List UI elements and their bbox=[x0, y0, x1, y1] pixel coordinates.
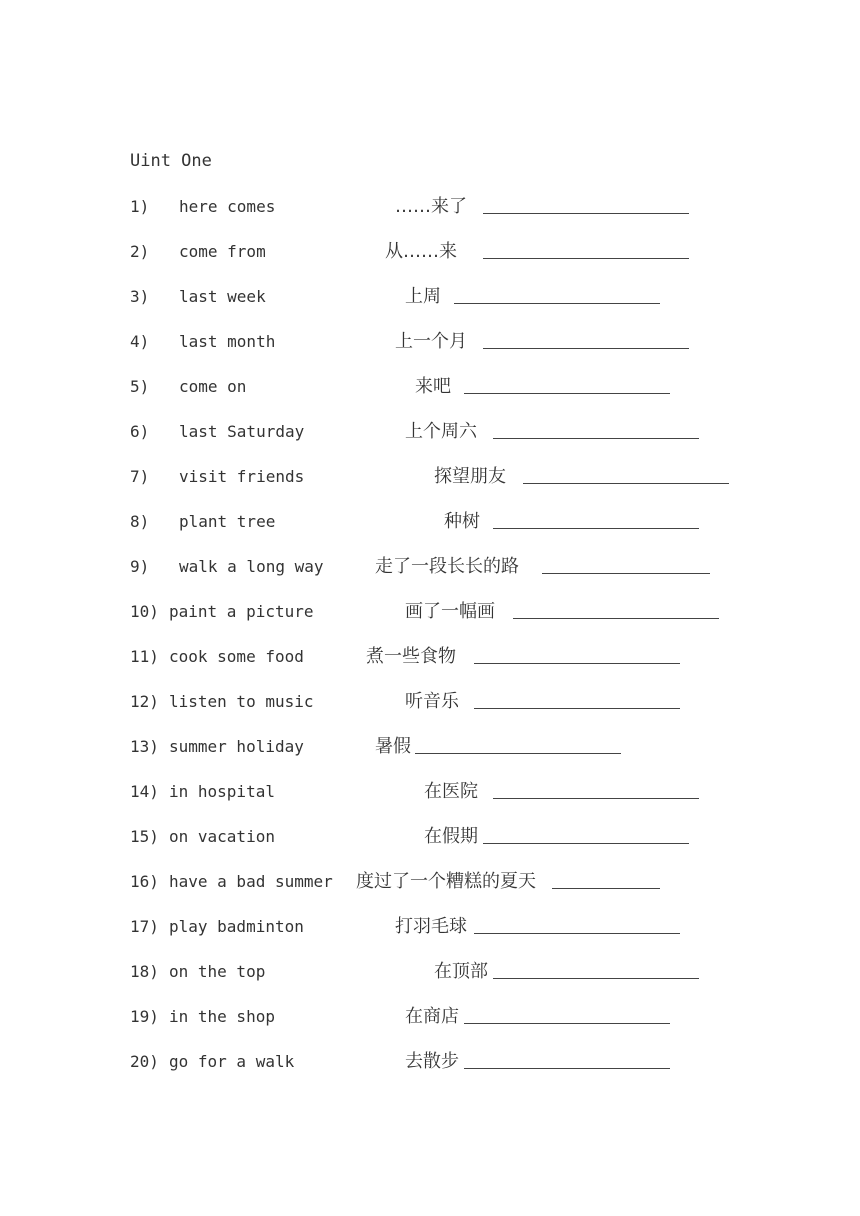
chinese-translation: 走了一段长长的路 bbox=[375, 556, 519, 577]
chinese-translation: 听音乐 bbox=[405, 691, 459, 712]
list-item bbox=[0, 464, 860, 490]
item-number: 2) bbox=[130, 242, 150, 261]
english-phrase: last Saturday bbox=[179, 422, 305, 441]
english-phrase: in hospital bbox=[169, 782, 275, 801]
list-item bbox=[0, 239, 860, 265]
chinese-translation: 在商店 bbox=[405, 1006, 459, 1027]
item-number: 13) bbox=[130, 737, 159, 756]
english-phrase: play badminton bbox=[169, 917, 304, 936]
chinese-translation: 打羽毛球 bbox=[395, 916, 467, 937]
answer-blank[interactable] bbox=[523, 483, 729, 484]
item-number: 16) bbox=[130, 872, 159, 891]
answer-blank[interactable] bbox=[483, 843, 689, 844]
answer-blank[interactable] bbox=[474, 933, 680, 934]
chinese-translation: 探望朋友 bbox=[434, 466, 506, 487]
item-number: 4) bbox=[130, 332, 150, 351]
item-number: 18) bbox=[130, 962, 159, 981]
english-phrase: go for a walk bbox=[169, 1052, 295, 1071]
chinese-translation: 度过了一个糟糕的夏天 bbox=[356, 871, 536, 892]
chinese-translation: 上周 bbox=[405, 286, 441, 307]
english-phrase: last week bbox=[179, 287, 266, 306]
answer-blank[interactable] bbox=[464, 1068, 670, 1069]
page-title: Uint One bbox=[130, 151, 212, 171]
list-item bbox=[0, 554, 860, 580]
english-phrase: last month bbox=[179, 332, 276, 351]
list-item bbox=[0, 689, 860, 715]
answer-blank[interactable] bbox=[474, 663, 680, 664]
answer-blank[interactable] bbox=[483, 348, 689, 349]
english-phrase: summer holiday bbox=[169, 737, 304, 756]
list-item bbox=[0, 914, 860, 940]
answer-blank[interactable] bbox=[552, 888, 660, 889]
item-number: 6) bbox=[130, 422, 150, 441]
list-item bbox=[0, 959, 860, 985]
item-number: 9) bbox=[130, 557, 150, 576]
item-number: 14) bbox=[130, 782, 159, 801]
answer-blank[interactable] bbox=[493, 438, 699, 439]
list-item bbox=[0, 644, 860, 670]
item-number: 7) bbox=[130, 467, 150, 486]
answer-blank[interactable] bbox=[464, 1023, 670, 1024]
list-item bbox=[0, 599, 860, 625]
item-number: 1) bbox=[130, 197, 150, 216]
item-number: 11) bbox=[130, 647, 159, 666]
item-number: 20) bbox=[130, 1052, 159, 1071]
chinese-translation: 从……来 bbox=[385, 241, 457, 262]
chinese-translation: 煮一些食物 bbox=[366, 646, 456, 667]
answer-blank[interactable] bbox=[464, 393, 670, 394]
list-item bbox=[0, 779, 860, 805]
english-phrase: in the shop bbox=[169, 1007, 275, 1026]
item-number: 12) bbox=[130, 692, 159, 711]
item-number: 10) bbox=[130, 602, 159, 621]
item-number: 15) bbox=[130, 827, 159, 846]
english-phrase: listen to music bbox=[169, 692, 314, 711]
answer-blank[interactable] bbox=[513, 618, 719, 619]
list-item bbox=[0, 284, 860, 310]
answer-blank[interactable] bbox=[493, 528, 699, 529]
english-phrase: on the top bbox=[169, 962, 266, 981]
answer-blank[interactable] bbox=[483, 213, 689, 214]
answer-blank[interactable] bbox=[542, 573, 710, 574]
list-item bbox=[0, 869, 860, 895]
item-number: 5) bbox=[130, 377, 150, 396]
english-phrase: walk a long way bbox=[179, 557, 324, 576]
item-number: 3) bbox=[130, 287, 150, 306]
answer-blank[interactable] bbox=[493, 978, 699, 979]
chinese-translation: 画了一幅画 bbox=[405, 601, 495, 622]
chinese-translation: ……来了 bbox=[395, 196, 467, 217]
chinese-translation: 在假期 bbox=[424, 826, 478, 847]
english-phrase: come from bbox=[179, 242, 266, 261]
list-item bbox=[0, 329, 860, 355]
item-number: 17) bbox=[130, 917, 159, 936]
chinese-translation: 在顶部 bbox=[434, 961, 488, 982]
list-item bbox=[0, 374, 860, 400]
english-phrase: plant tree bbox=[179, 512, 276, 531]
list-item bbox=[0, 734, 860, 760]
answer-blank[interactable] bbox=[474, 708, 680, 709]
list-item bbox=[0, 824, 860, 850]
english-phrase: on vacation bbox=[169, 827, 275, 846]
chinese-translation: 在医院 bbox=[424, 781, 478, 802]
chinese-translation: 种树 bbox=[444, 511, 480, 532]
list-item bbox=[0, 509, 860, 535]
chinese-translation: 来吧 bbox=[415, 376, 451, 397]
item-number: 19) bbox=[130, 1007, 159, 1026]
chinese-translation: 去散步 bbox=[405, 1051, 459, 1072]
chinese-translation: 暑假 bbox=[375, 736, 411, 757]
english-phrase: paint a picture bbox=[169, 602, 314, 621]
list-item bbox=[0, 194, 860, 220]
answer-blank[interactable] bbox=[483, 258, 689, 259]
chinese-translation: 上一个月 bbox=[395, 331, 467, 352]
chinese-translation: 上个周六 bbox=[405, 421, 477, 442]
english-phrase: visit friends bbox=[179, 467, 305, 486]
list-item bbox=[0, 419, 860, 445]
english-phrase: come on bbox=[179, 377, 247, 396]
item-number: 8) bbox=[130, 512, 150, 531]
answer-blank[interactable] bbox=[493, 798, 699, 799]
english-phrase: here comes bbox=[179, 197, 276, 216]
answer-blank[interactable] bbox=[454, 303, 660, 304]
list-item bbox=[0, 1049, 860, 1075]
list-item bbox=[0, 1004, 860, 1030]
answer-blank[interactable] bbox=[415, 753, 621, 754]
english-phrase: cook some food bbox=[169, 647, 304, 666]
english-phrase: have a bad summer bbox=[169, 872, 333, 891]
